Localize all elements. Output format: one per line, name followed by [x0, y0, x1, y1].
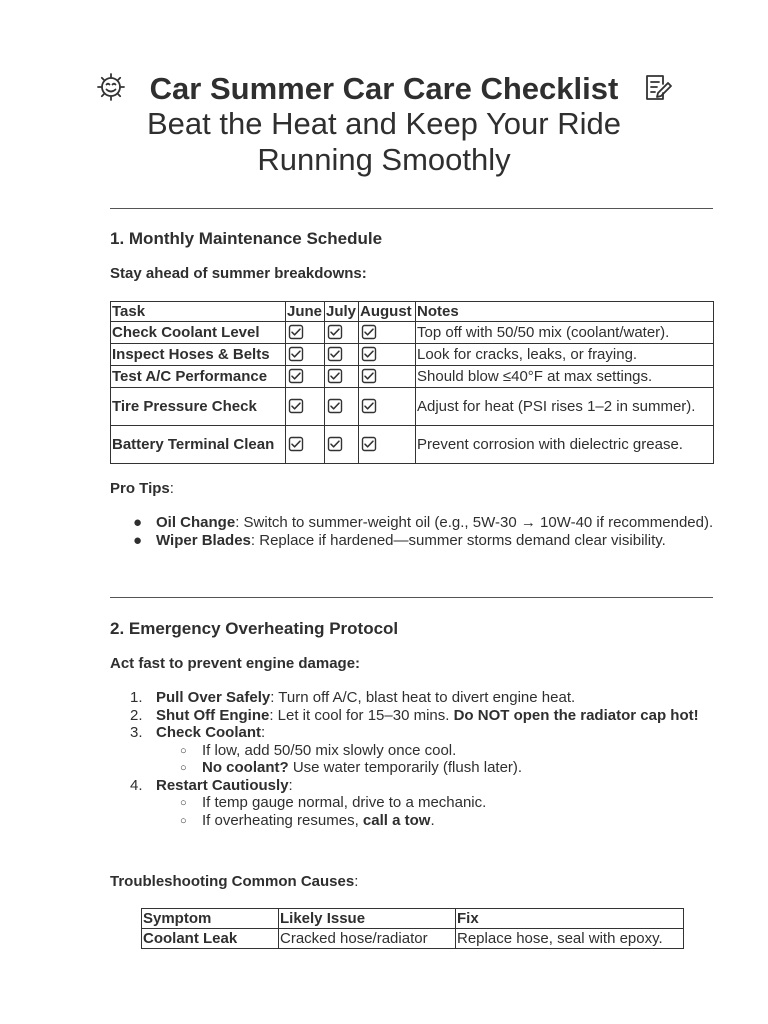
pro-tips-colon: : [169, 480, 174, 497]
task-cell: Check Coolant Level [111, 322, 286, 344]
step-number: 1. [130, 689, 143, 706]
tip-text: : Switch to summer-weight oil (e.g., 5W-30 → 10W-40 if recommended). [235, 514, 714, 531]
step-number: 3. [130, 724, 143, 741]
issue-cell: Cracked hose/radiator [279, 929, 456, 949]
step-text: : Let it cool for 15–30 mins. [269, 706, 454, 724]
col-notes-header: Notes [416, 302, 714, 322]
col-symptom-header: Symptom [142, 909, 279, 929]
july-cell [325, 322, 359, 344]
table-header-row [111, 302, 714, 322]
col-task-header: Task [111, 302, 286, 322]
checked-box-icon [361, 368, 377, 384]
section-divider [110, 597, 713, 598]
step-warning: Do NOT open the radiator cap hot! [453, 706, 699, 724]
table-row [142, 929, 684, 949]
checked-box-icon [288, 398, 304, 414]
troubleshooting-label: Troubleshooting Common Causes [110, 873, 355, 890]
step-label: Pull Over Safely [156, 689, 271, 706]
table-row [111, 366, 714, 388]
sub-text: If low, add 50/50 mix slowly once cool. [202, 741, 457, 759]
section1-heading: 1. Monthly Maintenance Schedule [110, 229, 383, 248]
july-cell [325, 366, 359, 388]
august-cell [359, 388, 416, 426]
pro-tips-list [110, 514, 720, 549]
col-july-header: July [325, 302, 359, 322]
symptom-cell: Coolant Leak [142, 929, 279, 949]
col-august-header: August [359, 302, 416, 322]
checked-box-icon [288, 346, 304, 362]
list-item [110, 742, 722, 760]
section-divider [110, 208, 713, 209]
checked-box-icon [361, 398, 377, 414]
june-cell [286, 426, 325, 464]
list-item [110, 707, 722, 725]
july-cell [325, 344, 359, 366]
list-item [110, 812, 722, 830]
checked-box-icon [327, 398, 343, 414]
maintenance-table [110, 301, 714, 464]
step-label: Restart Cautiously [156, 776, 289, 794]
section2-heading: 2. Emergency Overheating Protocol [110, 619, 399, 638]
checked-box-icon [327, 324, 343, 340]
checked-box-icon [288, 324, 304, 340]
june-cell [286, 322, 325, 344]
fix-cell: Replace hose, seal with epoxy. [456, 929, 684, 949]
june-cell [286, 344, 325, 366]
col-june-header: June [286, 302, 325, 322]
sub-text: If overheating resumes, [202, 811, 363, 829]
august-cell [359, 344, 416, 366]
sub-text: If temp gauge normal, drive to a mechanic. [202, 794, 487, 811]
checked-box-icon [361, 324, 377, 340]
checked-box-icon [327, 436, 343, 452]
checked-box-icon [327, 368, 343, 384]
step-text: : [261, 724, 266, 741]
notes-cell: Adjust for heat (PSI rises 1–2 in summer). [416, 388, 714, 426]
list-item [110, 777, 722, 795]
pro-tips-label: Pro Tips [110, 480, 170, 497]
col-issue-header: Likely Issue [279, 909, 456, 929]
august-cell [359, 322, 416, 344]
list-item [110, 724, 722, 742]
checked-box-icon [288, 368, 304, 384]
sub-bold: call a tow [362, 811, 431, 829]
list-item [110, 689, 722, 707]
july-cell [325, 388, 359, 426]
bullet: ● [133, 514, 143, 531]
troubleshooting-colon: : [354, 873, 359, 890]
sub-bold: No coolant? [202, 759, 289, 776]
task-cell: Battery Terminal Clean [111, 426, 286, 464]
notes-cell: Look for cracks, leaks, or fraying. [416, 344, 714, 366]
august-cell [359, 426, 416, 464]
tip-label: Wiper Blades [156, 531, 251, 549]
col-fix-header: Fix [456, 909, 684, 929]
overheating-steps-list [110, 689, 722, 829]
bullet: ○ [180, 744, 187, 757]
table-row [111, 322, 714, 344]
bullet: ○ [180, 797, 187, 809]
checked-box-icon [361, 436, 377, 452]
table-header-row [142, 909, 684, 929]
bullet: ○ [180, 762, 187, 774]
list-item [110, 759, 722, 777]
list-item [110, 794, 722, 812]
page-title-row [0, 68, 768, 110]
page-subtitle: Beat the Heat and Keep Your Ride Running Smoothly [147, 106, 621, 177]
notes-cell: Should blow ≤40°F at max settings. [416, 366, 714, 388]
tip-text: : Replace if hardened—summer storms demand clear visibility. [250, 531, 666, 549]
june-cell [286, 366, 325, 388]
tip-label: Oil Change [156, 514, 236, 531]
troubleshooting-table [141, 908, 684, 949]
task-cell: Test A/C Performance [111, 366, 286, 388]
checked-box-icon [288, 436, 304, 452]
section1-lead: Stay ahead of summer breakdowns: [110, 265, 367, 282]
pro-tips-heading [110, 480, 174, 497]
bullet: ○ [180, 814, 187, 827]
task-cell: Tire Pressure Check [111, 388, 286, 426]
table-row [111, 344, 714, 366]
notes-cell: Top off with 50/50 mix (coolant/water). [416, 322, 714, 344]
step-label: Check Coolant [156, 724, 262, 741]
section2-lead: Act fast to prevent engine damage: [110, 655, 361, 672]
sub-text: . [430, 811, 435, 829]
step-number: 2. [130, 706, 143, 724]
page-title: Car Summer Car Care Checklist [149, 71, 619, 106]
august-cell [359, 366, 416, 388]
table-row [111, 388, 714, 426]
list-item [110, 532, 720, 550]
notes-cell: Prevent corrosion with dielectric grease. [416, 426, 714, 464]
sub-text: Use water temporarily (flush later). [288, 759, 523, 776]
step-text: : Turn off A/C, blast heat to divert engine heat. [270, 689, 576, 706]
july-cell [325, 426, 359, 464]
table-row [111, 426, 714, 464]
step-label: Shut Off Engine [156, 706, 270, 724]
bullet: ● [133, 531, 143, 549]
notepad-pencil-icon [641, 71, 673, 103]
task-cell: Inspect Hoses & Belts [111, 344, 286, 366]
checked-box-icon [327, 346, 343, 362]
june-cell [286, 388, 325, 426]
smiling-sun-icon [95, 71, 127, 103]
checked-box-icon [361, 346, 377, 362]
troubleshooting-heading [110, 873, 358, 890]
list-item [110, 514, 720, 532]
step-text: : [288, 776, 293, 794]
step-number: 4. [130, 776, 143, 794]
